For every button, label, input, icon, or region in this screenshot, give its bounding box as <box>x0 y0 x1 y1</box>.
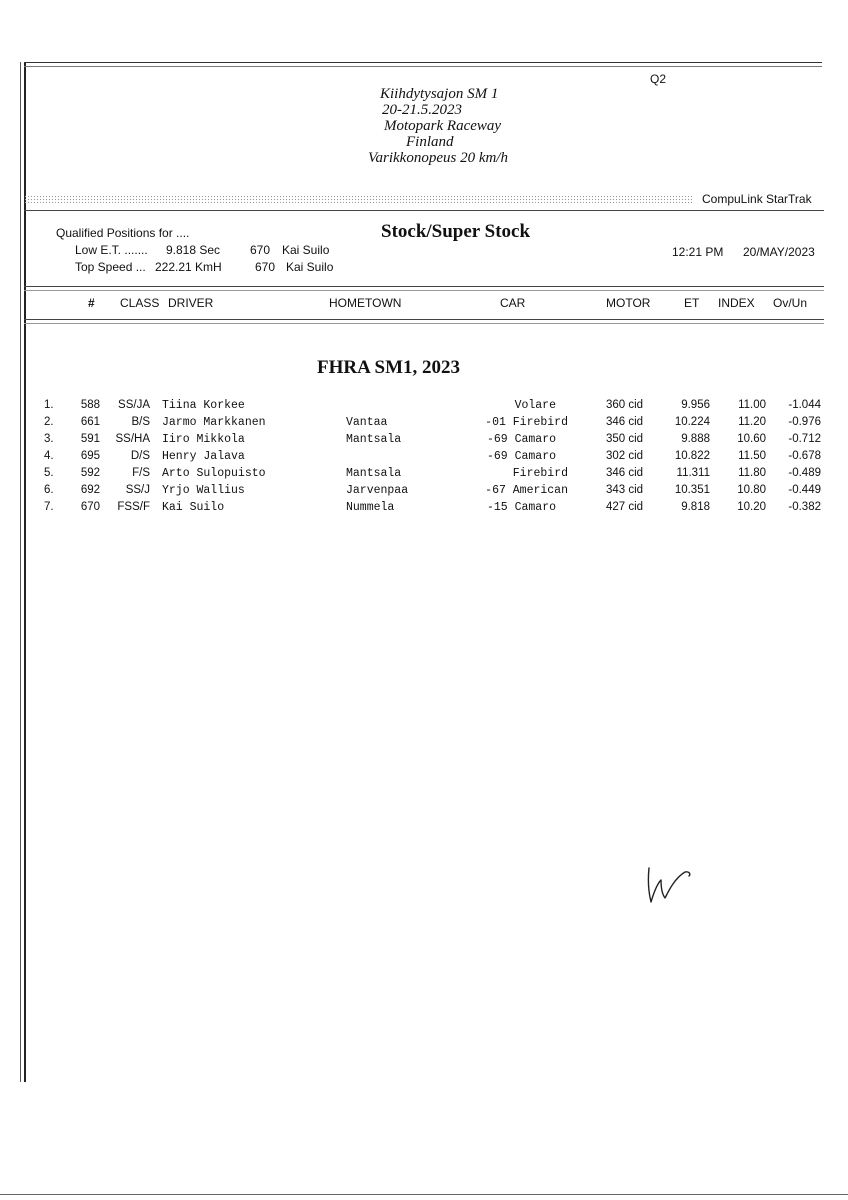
cell-index: 11.80 <box>738 467 766 479</box>
cell-class: D/S <box>130 450 150 462</box>
event-name: Kiihdytysajon SM 1 <box>380 86 499 102</box>
col-et: ET <box>684 296 700 310</box>
cell-pos: 5. <box>44 467 54 479</box>
cell-car: -69 Camaro <box>486 433 556 446</box>
dotted-separator <box>24 195 692 203</box>
section-title: FHRA SM1, 2023 <box>317 357 461 378</box>
cell-index: 11.50 <box>738 450 766 462</box>
cell-car: Firebird <box>512 467 568 480</box>
cell-num: 591 <box>80 433 100 445</box>
cell-et: 10.351 <box>674 484 710 496</box>
cell-et: 11.311 <box>676 467 710 479</box>
cell-num: 661 <box>80 416 100 428</box>
cell-class: SS/J <box>125 484 150 496</box>
table-row <box>0 416 848 433</box>
cell-driver: Iiro Mikkola <box>162 433 245 446</box>
column-header-rule-bottom-2 <box>24 323 824 324</box>
frame-top-border <box>24 62 822 63</box>
cell-car: Volare <box>514 399 556 412</box>
frame-left-border-inner <box>20 62 21 1082</box>
col-car: CAR <box>500 296 526 310</box>
cell-motor: 346 cid <box>606 467 644 479</box>
cell-num: 592 <box>80 467 100 479</box>
cell-driver: Yrjo Wallius <box>162 484 245 497</box>
cell-car: -69 Camaro <box>486 450 556 463</box>
cell-class: F/S <box>132 467 150 479</box>
low-et-driver: Kai Suilo <box>282 243 330 257</box>
cell-ovun: -1.044 <box>788 399 821 411</box>
cell-hometown: Mantsala <box>346 433 402 446</box>
cell-et: 10.822 <box>674 450 710 462</box>
event-title-block <box>300 86 600 166</box>
cell-hometown: Nummela <box>346 501 395 514</box>
table-row <box>0 433 848 450</box>
cell-hometown: Jarvenpaa <box>346 484 409 497</box>
cell-index: 10.20 <box>737 501 766 513</box>
cell-ovun: -0.489 <box>788 467 821 479</box>
col-index: INDEX <box>718 296 755 310</box>
event-pit-speed: Varikkonopeus 20 km/h <box>368 150 508 166</box>
column-header-rule-bottom <box>24 319 824 320</box>
cell-index: 10.80 <box>737 484 766 496</box>
top-speed-label: Top Speed ... <box>75 260 146 274</box>
cell-car: -01 Firebird <box>485 416 568 429</box>
low-et-car: 670 <box>250 243 271 257</box>
event-venue: Motopark Raceway <box>384 118 502 134</box>
page-bottom-line <box>0 1194 848 1195</box>
cell-et: 10.224 <box>674 416 710 428</box>
cell-pos: 1. <box>44 399 54 411</box>
cell-num: 695 <box>80 450 100 462</box>
cell-index: 10.60 <box>737 433 766 445</box>
document-code: Q2 <box>650 72 667 86</box>
cell-hometown: Mantsala <box>346 467 402 480</box>
cell-ovun: -0.449 <box>788 484 821 496</box>
cell-car: -67 American <box>485 484 568 497</box>
table-row <box>0 467 848 484</box>
cell-index: 11.20 <box>738 416 766 428</box>
col-num: # <box>88 296 95 310</box>
cell-pos: 2. <box>44 416 54 428</box>
top-speed-value: 222.21 KmH <box>155 260 222 274</box>
cell-motor: 360 cid <box>606 399 644 411</box>
cell-pos: 6. <box>44 484 54 496</box>
event-country: Finland <box>406 134 454 150</box>
vendor-label: CompuLink StarTrak <box>702 192 812 206</box>
cell-ovun: -0.976 <box>788 416 821 428</box>
cell-pos: 7. <box>44 501 54 513</box>
cell-pos: 3. <box>44 433 54 445</box>
cell-driver: Arto Sulopuisto <box>162 467 266 480</box>
top-speed-driver: Kai Suilo <box>286 260 334 274</box>
column-header-rule-top-2 <box>24 290 824 291</box>
qualified-heading: Qualified Positions for .... <box>56 226 190 240</box>
cell-class: SS/JA <box>118 399 150 411</box>
cell-num: 692 <box>80 484 100 496</box>
cell-motor: 343 cid <box>606 484 644 496</box>
col-ovun: Ov/Un <box>773 296 808 310</box>
signature-mark <box>645 862 695 906</box>
col-driver: DRIVER <box>168 296 214 310</box>
report-time: 12:21 PM <box>672 245 724 259</box>
report-date: 20/MAY/2023 <box>743 245 815 259</box>
cell-driver: Kai Suilo <box>162 501 225 514</box>
cell-driver: Tiina Korkee <box>162 399 245 412</box>
cell-motor: 350 cid <box>606 433 644 445</box>
col-motor: MOTOR <box>606 296 651 310</box>
cell-pos: 4. <box>44 450 54 462</box>
cell-motor: 302 cid <box>606 450 644 462</box>
cell-driver: Jarmo Markkanen <box>162 416 266 429</box>
cell-num: 588 <box>80 399 100 411</box>
cell-motor: 427 cid <box>606 501 644 513</box>
frame-left-border <box>24 62 26 1082</box>
column-header-rule-top <box>24 286 824 287</box>
cell-ovun: -0.382 <box>788 501 821 513</box>
low-et-value: 9.818 Sec <box>166 243 221 257</box>
cell-ovun: -0.678 <box>788 450 821 462</box>
top-speed-car: 670 <box>255 260 276 274</box>
table-row <box>0 450 848 467</box>
table-row <box>0 501 848 518</box>
cell-driver: Henry Jalava <box>162 450 245 463</box>
header-rule-top <box>24 210 824 211</box>
table-row <box>0 399 848 416</box>
frame-top-border-inner <box>24 66 822 67</box>
cell-class: SS/HA <box>115 433 150 445</box>
cell-hometown: Vantaa <box>346 416 388 429</box>
cell-et: 9.888 <box>681 433 710 445</box>
cell-car: -15 Camaro <box>486 501 556 514</box>
cell-class: FSS/F <box>117 501 150 513</box>
cell-class: B/S <box>131 416 150 428</box>
col-hometown: HOMETOWN <box>329 296 402 310</box>
class-name: Stock/Super Stock <box>381 221 531 242</box>
cell-et: 9.956 <box>681 399 710 411</box>
event-dates: 20-21.5.2023 <box>382 102 462 118</box>
table-row <box>0 484 848 501</box>
cell-motor: 346 cid <box>606 416 644 428</box>
cell-num: 670 <box>80 501 100 513</box>
cell-ovun: -0.712 <box>788 433 821 445</box>
cell-et: 9.818 <box>681 501 710 513</box>
cell-index: 11.00 <box>738 399 766 411</box>
low-et-label: Low E.T. ....... <box>75 243 148 257</box>
col-class: CLASS <box>120 296 160 310</box>
